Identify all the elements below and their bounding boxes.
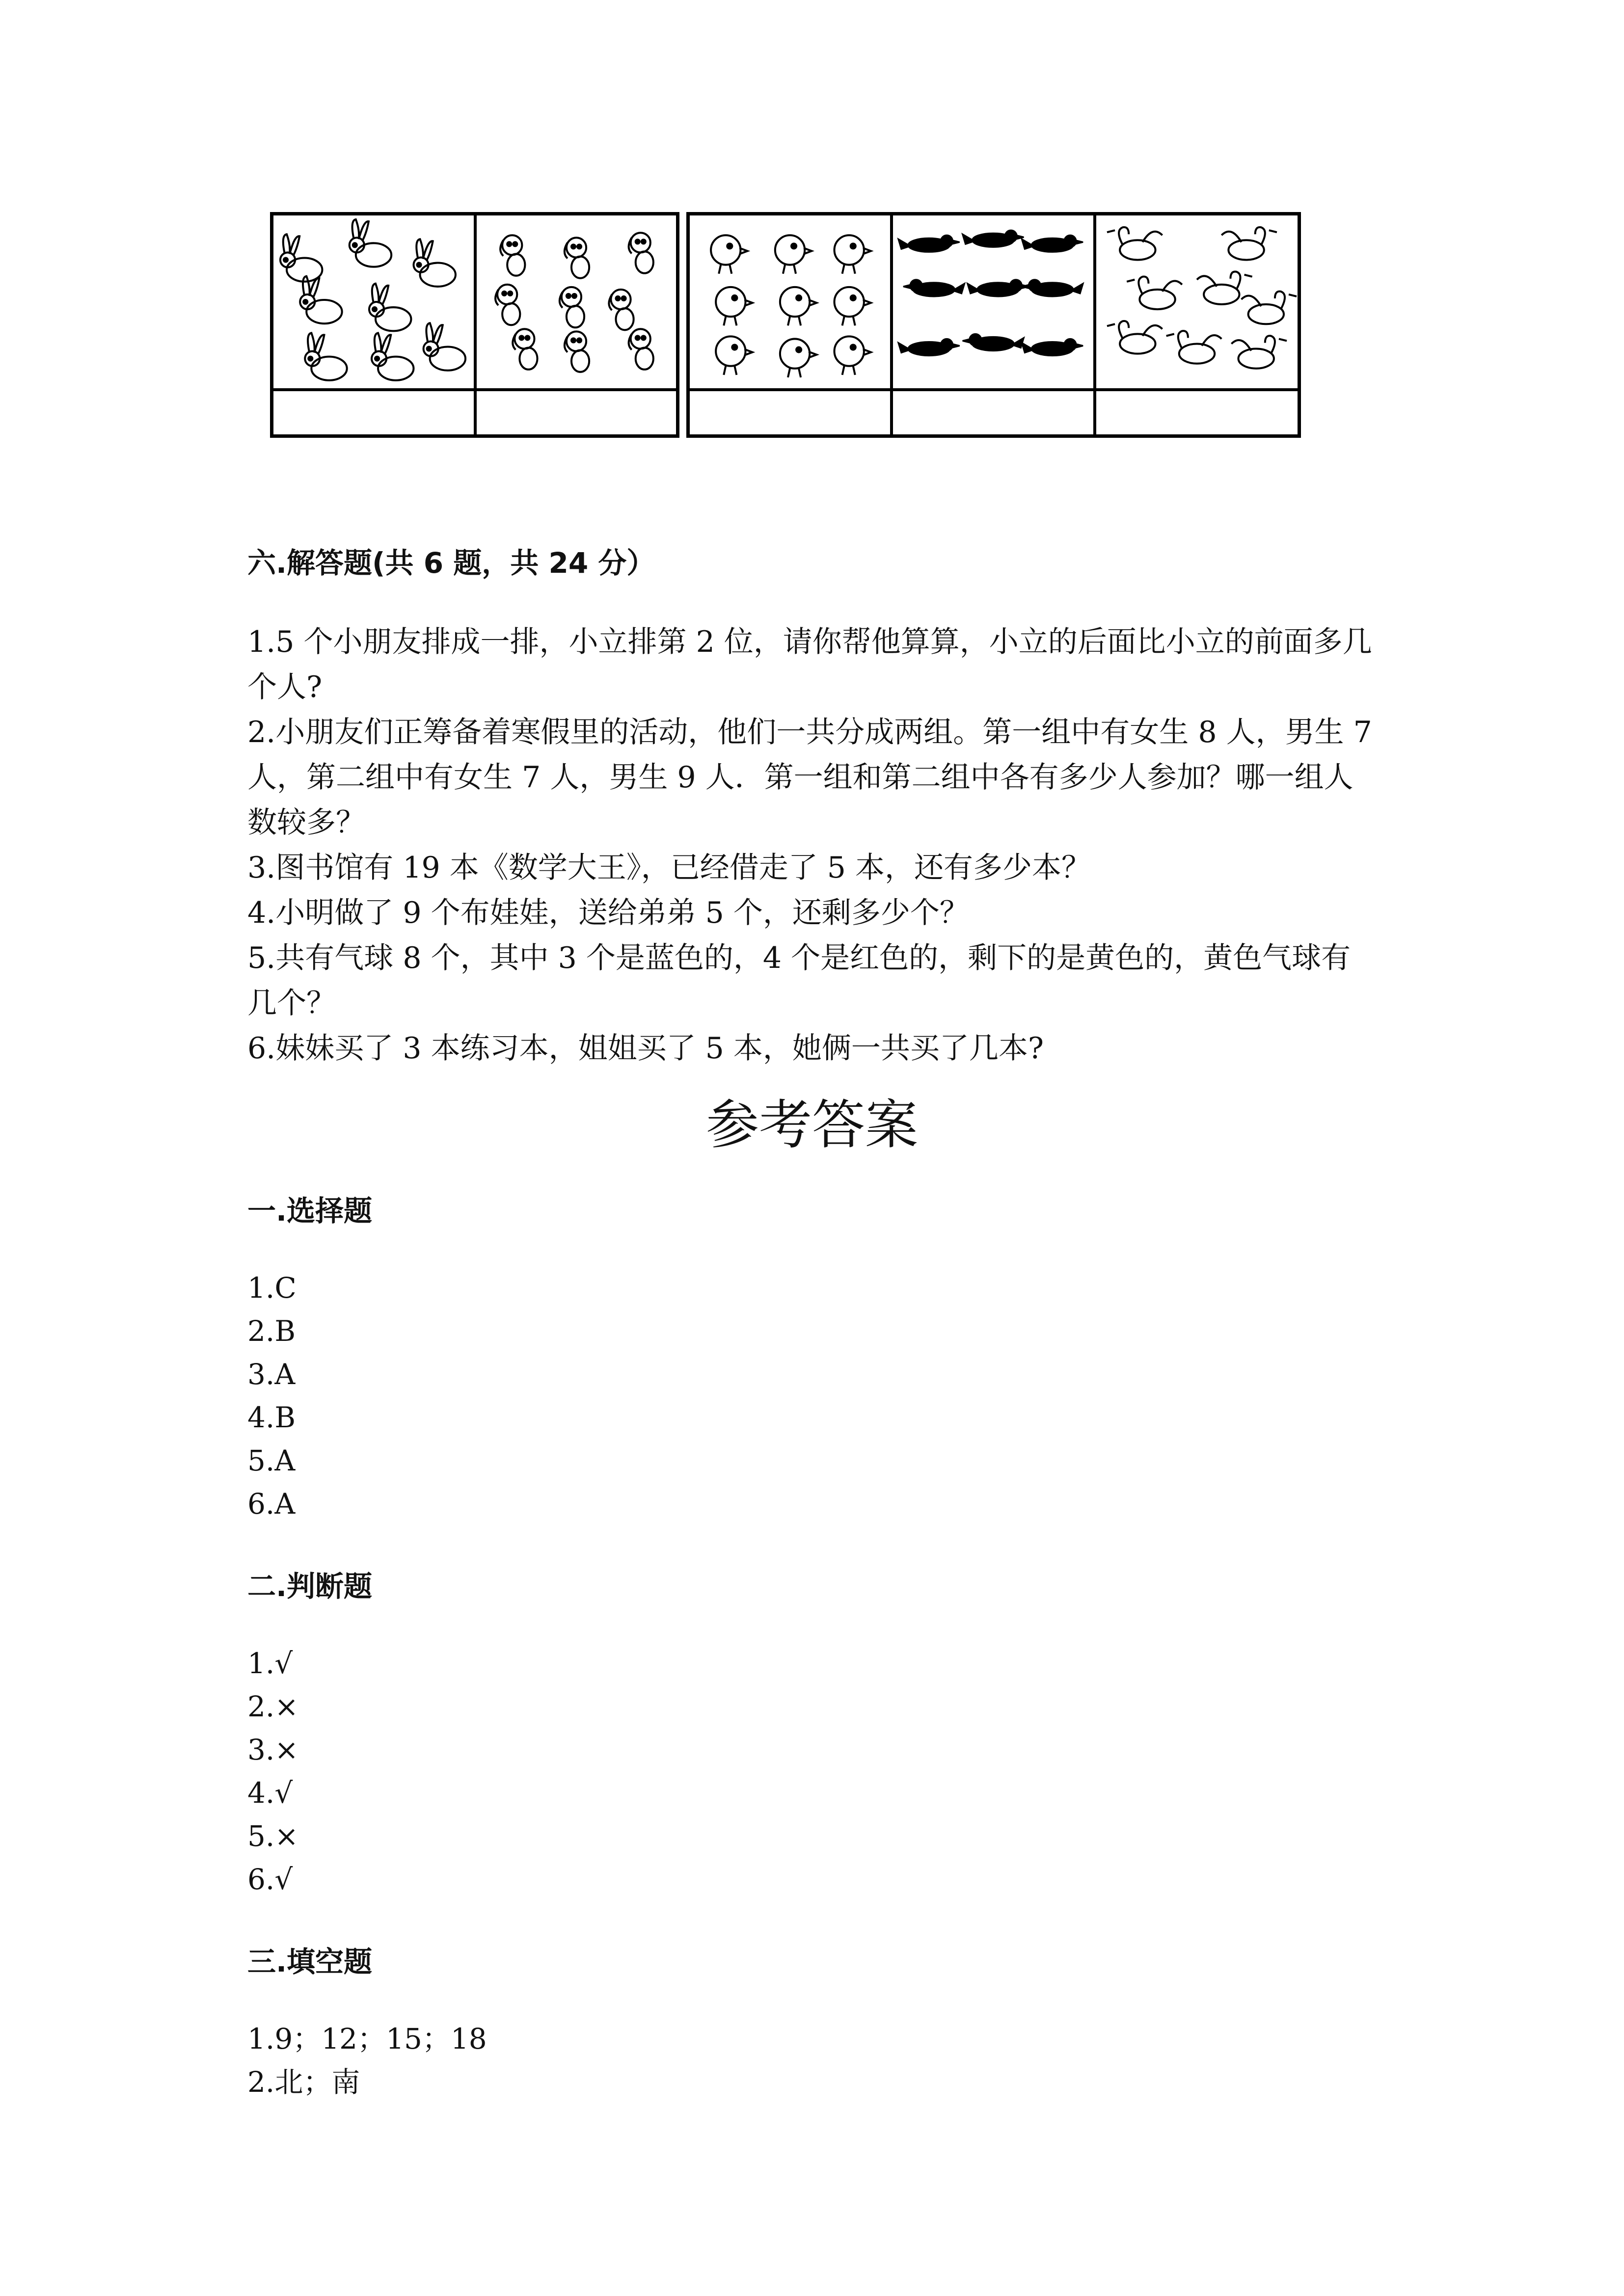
answers-section-1-list (247, 1266, 297, 1525)
picture-cell-birds (893, 215, 1096, 434)
answer-box-chicks[interactable] (690, 391, 890, 434)
answer-item: 2.北；南 (247, 2065, 360, 2099)
answers-section-3-heading: 三.填空题 (247, 1945, 373, 1978)
answers-title: 参考答案 (705, 1095, 918, 1156)
answer-item: 4.B (247, 1401, 296, 1434)
answer-item: 1.√ (247, 1647, 293, 1680)
picture-cell-rabbits (273, 215, 477, 434)
puppies-illustration (477, 215, 676, 391)
question-1: 1.5 个小朋友排成一排，小立排第 2 位，请你帮他算算，小立的后面比小立的前面多几个人? (247, 625, 1372, 704)
answer-box-rabbits[interactable] (273, 391, 474, 434)
section6-heading: 六.解答题(共 6 题，共 24 分） (247, 546, 655, 580)
section6-questions (247, 619, 1377, 1071)
answer-item: 6.A (247, 1487, 296, 1521)
answer-item: 5.× (247, 1819, 298, 1853)
answer-item: 3.A (247, 1358, 296, 1391)
answer-item: 5.A (247, 1444, 296, 1477)
answers-section-2-heading: 二.判断题 (247, 1570, 373, 1603)
answer-item: 3.× (247, 1733, 298, 1766)
rabbits-illustration (273, 215, 474, 391)
answers-section-1-heading: 一.选择题 (247, 1194, 373, 1228)
birds-illustration (893, 215, 1093, 391)
question-4: 4.小明做了 9 个布娃娃，送给弟弟 5 个，还剩多少个？ (247, 896, 969, 930)
answers-section-3-list (247, 2017, 487, 2104)
answer-box-birds[interactable] (893, 391, 1093, 434)
question-3: 3.图书馆有 19 本《数学大王》，已经借走了 5 本，还有多少本？ (247, 851, 1091, 885)
picture-cell-ducks (1096, 215, 1298, 434)
answer-box-ducks[interactable] (1096, 391, 1298, 434)
question-2: 2.小朋友们正筹备着寒假里的活动，他们一共分成两组。第一组中有女生 8 人，男生 7 人，第二组中有女生 7 人，男生 9 人．第一组和第二组中各有多少人参加？哪一组人数较多？ (247, 715, 1372, 840)
answers-section-2-list (247, 1642, 298, 1901)
answer-item: 1.C (247, 1271, 297, 1305)
picture-cell-puppies (477, 215, 676, 434)
chicks-illustration (690, 215, 890, 391)
answer-item: 4.√ (247, 1776, 293, 1810)
picture-table-group-2 (686, 212, 1301, 438)
question-5: 5.共有气球 8 个，其中 3 个是蓝色的，4 个是红色的，剩下的是黄色的，黄色气球有几个？ (247, 941, 1351, 1020)
answer-item: 2.× (247, 1690, 298, 1723)
answer-item: 2.B (247, 1314, 296, 1348)
picture-cell-chicks (690, 215, 893, 434)
picture-table-group-1 (270, 212, 679, 438)
answer-item: 1.9；12；15；18 (247, 2022, 487, 2056)
ducks-illustration (1096, 215, 1298, 391)
question-6: 6.妹妹买了 3 本练习本，姐姐买了 5 本，她俩一共买了几本? (247, 1031, 1044, 1066)
answer-box-puppies[interactable] (477, 391, 676, 434)
answer-item: 6.√ (247, 1863, 293, 1896)
